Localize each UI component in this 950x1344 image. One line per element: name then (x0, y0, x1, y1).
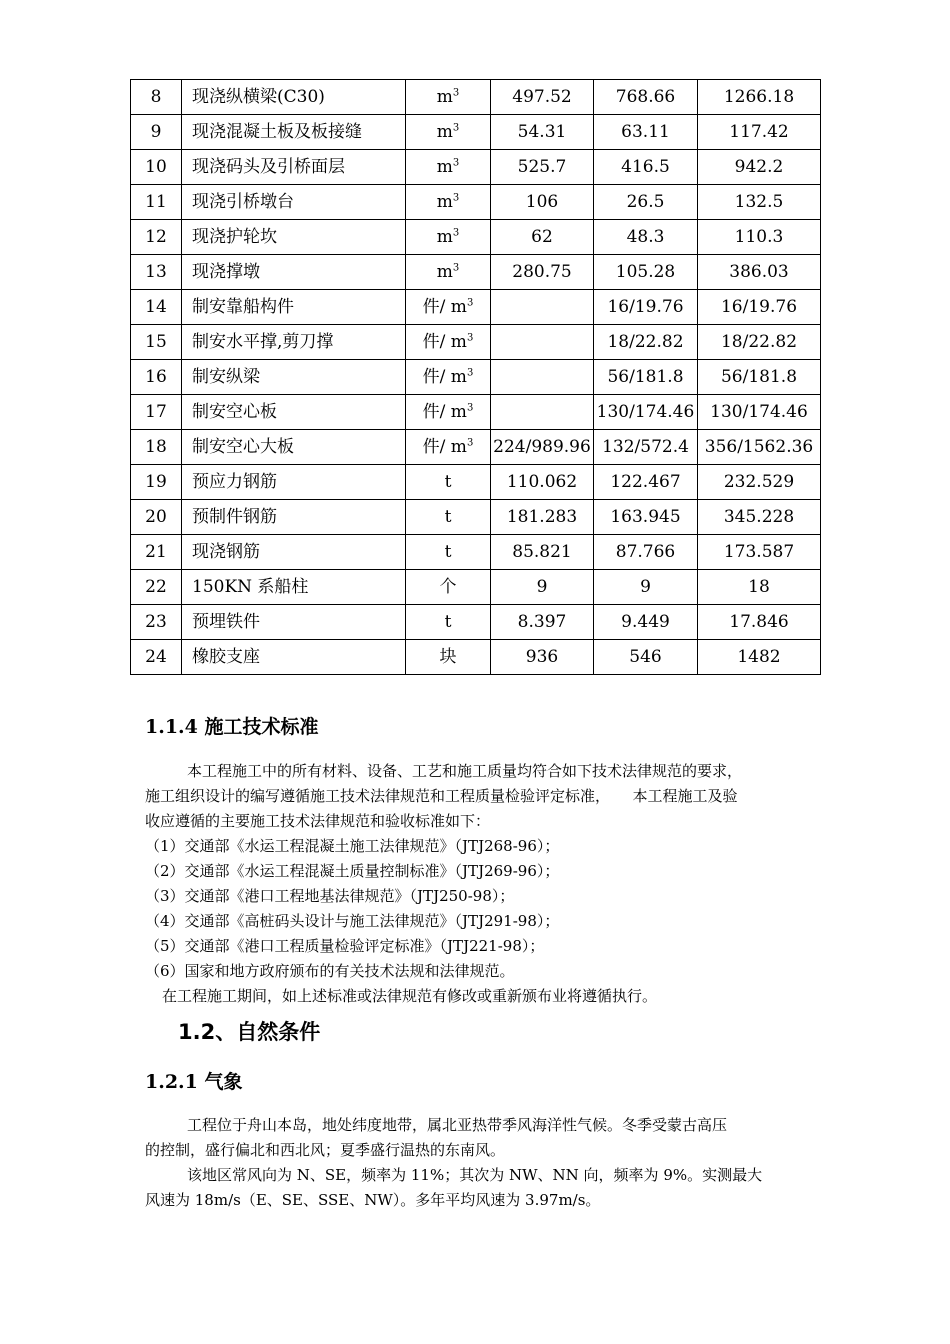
row-number-cell: 24 (131, 640, 182, 675)
quantity-cell (491, 290, 594, 325)
quantity-cell: 87.766 (594, 535, 698, 570)
unit-cell: 件/ $m^3$ (406, 360, 491, 395)
unit-superscript: 3 (452, 192, 460, 204)
quantity-cell: 280.75 (491, 255, 594, 290)
paragraph-line: 收应遵循的主要施工技术法律规范和验收标准如下： (145, 812, 491, 830)
total-cell: 356/1562.36 (698, 430, 821, 465)
paragraph-line: 风速为 18m/s（E、SE、SSE、NW）。多年平均风速为 3.97m/s。 (145, 1191, 601, 1209)
unit-cell: 块 (406, 640, 491, 675)
total-cell: 18/22.82 (698, 325, 821, 360)
total-cell: 56/181.8 (698, 360, 821, 395)
row-number-cell: 9 (131, 115, 182, 150)
table-row (131, 465, 821, 500)
table-row (131, 535, 821, 570)
table-row (131, 640, 821, 675)
unit-cell: $m^3$ (406, 80, 491, 115)
table-row (131, 115, 821, 150)
quantity-cell: 132/572.4 (594, 430, 698, 465)
unit-cell: t (406, 465, 491, 500)
total-cell: 132.5 (698, 185, 821, 220)
item-name-cell: 橡胶支座 (182, 640, 406, 675)
total-cell: 232.529 (698, 465, 821, 500)
quantity-table-body (131, 80, 821, 675)
item-name-cell: 制安水平撑,剪刀撑 (182, 325, 406, 360)
item-name-cell: 预埋铁件 (182, 605, 406, 640)
quantity-cell: 110.062 (491, 465, 594, 500)
paragraph-line: 本工程施工中的所有材料、设备、工艺和施工质量均符合如下技术法律规范的要求， (187, 762, 743, 780)
row-number-cell: 12 (131, 220, 182, 255)
unit-superscript: 3 (452, 122, 460, 134)
total-cell: 386.03 (698, 255, 821, 290)
table-row (131, 80, 821, 115)
row-number-cell: 17 (131, 395, 182, 430)
unit-superscript: 3 (466, 367, 474, 379)
quantity-cell: 768.66 (594, 80, 698, 115)
quantity-cell: 63.11 (594, 115, 698, 150)
row-number-cell: 14 (131, 290, 182, 325)
section-heading-1-2-1: 1.2.1 气象 (145, 1071, 243, 1093)
quantity-table (130, 79, 821, 675)
table-row (131, 185, 821, 220)
unit-cell: t (406, 535, 491, 570)
paragraph-line: 工程位于舟山本岛，地处纬度地带，属北亚热带季风海洋性气候。冬季受蒙古高压 (187, 1116, 728, 1134)
total-cell: 345.228 (698, 500, 821, 535)
item-name-cell: 150KN 系船柱 (182, 570, 406, 605)
quantity-cell: 163.945 (594, 500, 698, 535)
unit-cell: $m^3$ (406, 220, 491, 255)
table-row (131, 605, 821, 640)
unit-cell: $m^3$ (406, 115, 491, 150)
total-cell: 16/19.76 (698, 290, 821, 325)
item-name-cell: 预应力钢筋 (182, 465, 406, 500)
unit-cell: t (406, 605, 491, 640)
unit-superscript: 3 (466, 297, 474, 309)
total-cell: 110.3 (698, 220, 821, 255)
table-row (131, 325, 821, 360)
unit-superscript: 3 (452, 262, 460, 274)
row-number-cell: 21 (131, 535, 182, 570)
item-name-cell: 现浇护轮坎 (182, 220, 406, 255)
standard-list-item: （6）国家和地方政府颁布的有关技术法规和法律规范。 (145, 962, 515, 980)
unit-cell: $m^3$ (406, 185, 491, 220)
item-name-cell: 现浇引桥墩台 (182, 185, 406, 220)
table-row (131, 150, 821, 185)
row-number-cell: 18 (131, 430, 182, 465)
row-number-cell: 10 (131, 150, 182, 185)
row-number-cell: 15 (131, 325, 182, 360)
table-row (131, 220, 821, 255)
table-row (131, 570, 821, 605)
quantity-cell (491, 395, 594, 430)
unit-cell: 件/ $m^3$ (406, 325, 491, 360)
item-name-cell: 制安空心大板 (182, 430, 406, 465)
paragraph-line: 在工程施工期间，如上述标准或法律规范有修改或重新颁布业将遵循执行。 (162, 987, 658, 1005)
item-name-cell: 制安靠船构件 (182, 290, 406, 325)
quantity-cell: 130/174.46 (594, 395, 698, 430)
row-number-cell: 16 (131, 360, 182, 395)
item-name-cell: 制安纵梁 (182, 360, 406, 395)
row-number-cell: 22 (131, 570, 182, 605)
quantity-cell: 546 (594, 640, 698, 675)
table-row (131, 290, 821, 325)
quantity-cell: 224/989.96 (491, 430, 594, 465)
quantity-cell: 26.5 (594, 185, 698, 220)
table-row (131, 430, 821, 465)
quantity-cell: 48.3 (594, 220, 698, 255)
unit-cell: 个 (406, 570, 491, 605)
row-number-cell: 23 (131, 605, 182, 640)
unit-cell: $m^3$ (406, 255, 491, 290)
total-cell: 130/174.46 (698, 395, 821, 430)
quantity-cell: 936 (491, 640, 594, 675)
item-name-cell: 预制件钢筋 (182, 500, 406, 535)
quantity-cell: 62 (491, 220, 594, 255)
quantity-cell: 56/181.8 (594, 360, 698, 395)
total-cell: 17.846 (698, 605, 821, 640)
quantity-cell: 106 (491, 185, 594, 220)
paragraph-line: 施工组织设计的编写遵循施工技术法律规范和工程质量检验评定标准， 本工程施工及验 (145, 787, 738, 805)
unit-superscript: 3 (452, 227, 460, 239)
quantity-cell: 122.467 (594, 465, 698, 500)
item-name-cell: 现浇纵横梁(C30) (182, 80, 406, 115)
total-cell: 1266.18 (698, 80, 821, 115)
section-heading-1-1-4: 1.1.4 施工技术标准 (145, 716, 319, 738)
paragraph-line: 该地区常风向为 N、SE，频率为 11%；其次为 NW、NN 向，频率为 9%。实测最大 (187, 1166, 763, 1184)
table-row (131, 395, 821, 430)
item-name-cell: 现浇码头及引桥面层 (182, 150, 406, 185)
quantity-cell (491, 360, 594, 395)
unit-cell: $m^3$ (406, 150, 491, 185)
total-cell: 1482 (698, 640, 821, 675)
item-name-cell: 现浇撑墩 (182, 255, 406, 290)
standard-list-item: （1）交通部《水运工程混凝土施工法律规范》（JTJ268-96）； (145, 837, 560, 855)
quantity-cell: 181.283 (491, 500, 594, 535)
quantity-cell: 416.5 (594, 150, 698, 185)
unit-superscript: 3 (466, 437, 474, 449)
total-cell: 117.42 (698, 115, 821, 150)
quantity-cell: 16/19.76 (594, 290, 698, 325)
item-name-cell: 制安空心板 (182, 395, 406, 430)
row-number-cell: 11 (131, 185, 182, 220)
unit-superscript: 3 (466, 402, 474, 414)
table-row (131, 255, 821, 290)
unit-cell: 件/ $m^3$ (406, 430, 491, 465)
quantity-cell: 525.7 (491, 150, 594, 185)
unit-cell: 件/ $m^3$ (406, 395, 491, 430)
standard-list-item: （3）交通部《港口工程地基法律规范》（JTJ250-98）； (145, 887, 515, 905)
quantity-cell: 18/22.82 (594, 325, 698, 360)
total-cell: 942.2 (698, 150, 821, 185)
standard-list-item: （2）交通部《水运工程混凝土质量控制标准》（JTJ269-96）； (145, 862, 560, 880)
standard-list-item: （4）交通部《高桩码头设计与施工法律规范》（JTJ291-98）； (145, 912, 560, 930)
item-name-cell: 现浇钢筋 (182, 535, 406, 570)
table-row (131, 500, 821, 535)
total-cell: 173.587 (698, 535, 821, 570)
quantity-cell: 497.52 (491, 80, 594, 115)
row-number-cell: 20 (131, 500, 182, 535)
total-cell: 18 (698, 570, 821, 605)
unit-cell: 件/ $m^3$ (406, 290, 491, 325)
table-row (131, 360, 821, 395)
unit-cell: t (406, 500, 491, 535)
quantity-cell: 9 (594, 570, 698, 605)
quantity-cell (491, 325, 594, 360)
quantity-cell: 8.397 (491, 605, 594, 640)
quantity-cell: 85.821 (491, 535, 594, 570)
item-name-cell: 现浇混凝土板及板接缝 (182, 115, 406, 150)
quantity-cell: 54.31 (491, 115, 594, 150)
row-number-cell: 8 (131, 80, 182, 115)
paragraph-line: 的控制，盛行偏北和西北风；夏季盛行温热的东南风。 (145, 1141, 506, 1159)
row-number-cell: 13 (131, 255, 182, 290)
quantity-cell: 9.449 (594, 605, 698, 640)
unit-superscript: 3 (452, 87, 460, 99)
quantity-cell: 105.28 (594, 255, 698, 290)
unit-superscript: 3 (452, 157, 460, 169)
unit-superscript: 3 (466, 332, 474, 344)
quantity-cell: 9 (491, 570, 594, 605)
section-heading-1-2: 1.2、自然条件 (178, 1020, 321, 1044)
row-number-cell: 19 (131, 465, 182, 500)
standard-list-item: （5）交通部《港口工程质量检验评定标准》（JTJ221-98）； (145, 937, 545, 955)
